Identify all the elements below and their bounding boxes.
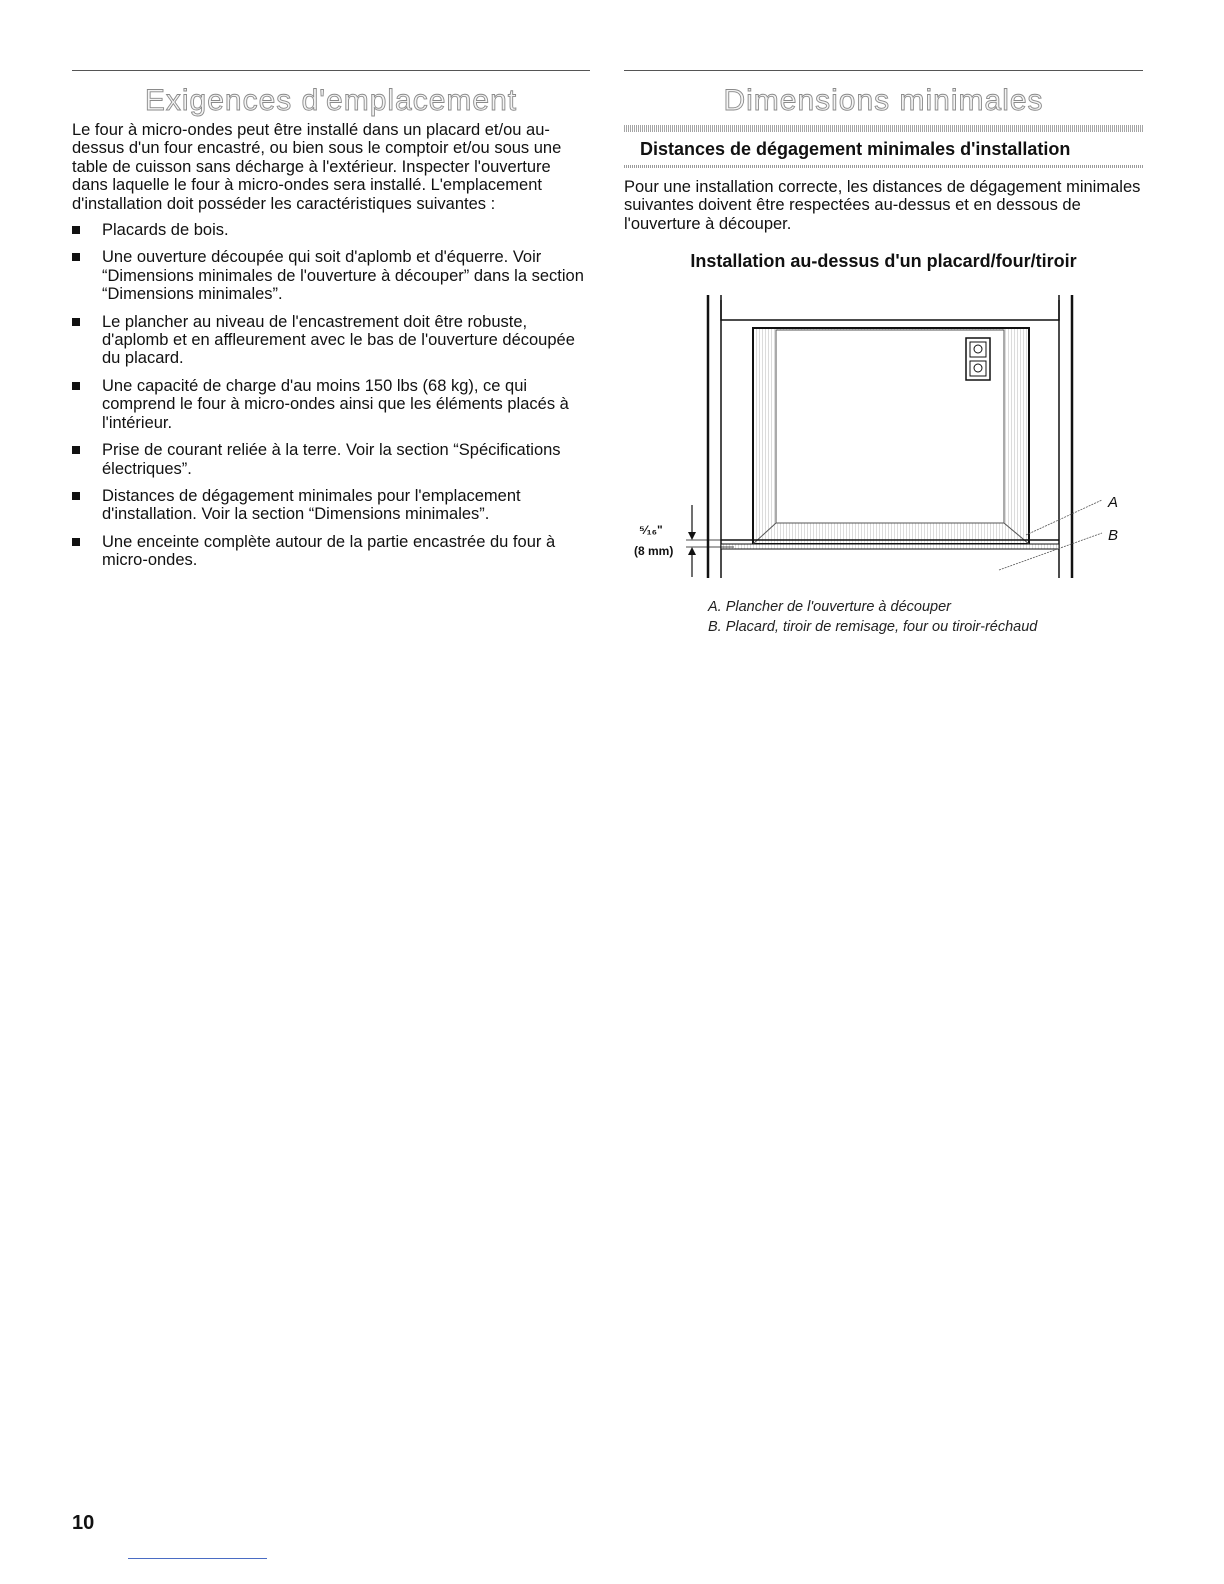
subhead-minimum-clearances: Distances de dégagement minimales d'installation [640, 139, 1071, 159]
installation-diagram [624, 290, 1143, 590]
left-column [72, 70, 590, 579]
list-item: Une capacité de charge d'au moins 150 lbs (68 kg), ce qui comprend le four à micro-ondes ainsi que les éléments placés à l'intérieur. [72, 377, 590, 432]
list-item: Placards de bois. [72, 221, 590, 239]
bullet-square-icon [72, 226, 80, 234]
list-item: Prise de courant reliée à la terre. Voir la section “Spécifications électriques”. [72, 441, 590, 478]
bullet-square-icon [72, 253, 80, 261]
caption-a: A. Plancher de l'ouverture à découper [708, 599, 951, 615]
list-item: Une enceinte complète autour de la partie encastrée du four à micro-ondes. [72, 533, 590, 570]
list-item: Distances de dégagement minimales pour l'emplacement d'installation. Voir la section “Dimensions minimales”. [72, 487, 590, 524]
dimension-arrows [686, 505, 734, 577]
figure-captions [708, 597, 1037, 637]
footer-link-line [128, 1558, 267, 1559]
requirements-list [72, 221, 590, 570]
bullet-square-icon [72, 492, 80, 500]
bullet-square-icon [72, 318, 80, 326]
bullet-square-icon [72, 538, 80, 546]
right-column [624, 70, 1143, 272]
dimension-fraction-label: ⁵⁄₁₆" [639, 523, 663, 537]
clearance-paragraph: Pour une installation correcte, les distances de dégagement minimales suivantes doivent être respectées au-dessus et en dessous de l'ouverture à découper. [624, 178, 1141, 233]
list-item: Le plancher au niveau de l'encastrement doit être robuste, d'aplomb et en affleurement avec le bas de l'ouverture découpée du placard. [72, 313, 590, 368]
page-number: 10 [72, 1512, 95, 1534]
caption-b: B. Placard, tiroir de remisage, four ou tiroir-réchaud [708, 619, 1038, 635]
dimension-mm-label: (8 mm) [634, 544, 674, 558]
label-b: B [1108, 527, 1119, 544]
electrical-outlet-icon [966, 338, 990, 380]
right-top-rule [624, 70, 1143, 71]
section-title-location-requirements: Exigences d'emplacement [144, 84, 518, 117]
list-item: Une ouverture découpée qui soit d'aplomb et d'équerre. Voir “Dimensions minimales de l'ouverture à découper” dans la section “Dimensions minimales”. [72, 248, 590, 303]
dotted-divider [624, 125, 1143, 132]
cutout-opening-top [721, 300, 1059, 320]
label-a: A [1108, 494, 1119, 511]
bullet-square-icon [72, 382, 80, 390]
cabinet-left-wall [708, 295, 721, 578]
bullet-square-icon [72, 446, 80, 454]
section-title-minimum-dimensions: Dimensions minimales [723, 84, 1044, 117]
figure-title: Installation au-dessus d'un placard/four/tiroir [690, 250, 1077, 271]
location-intro-paragraph: Le four à micro-ondes peut être installé dans un placard et/ou au-dessus d'un four encastré, ou bien sous le comptoir et/ou sous une table de cuisson sans décharge à l'extérieur. Inspecter l'ouverture dans laquelle le four à micro-ondes sera installé. L'emplacement d'installation doit posséder les caractéristiques suivantes : [72, 121, 562, 213]
dotted-divider-thin [624, 165, 1143, 168]
left-top-rule [72, 70, 590, 71]
cabinet-right-wall [1059, 295, 1072, 578]
